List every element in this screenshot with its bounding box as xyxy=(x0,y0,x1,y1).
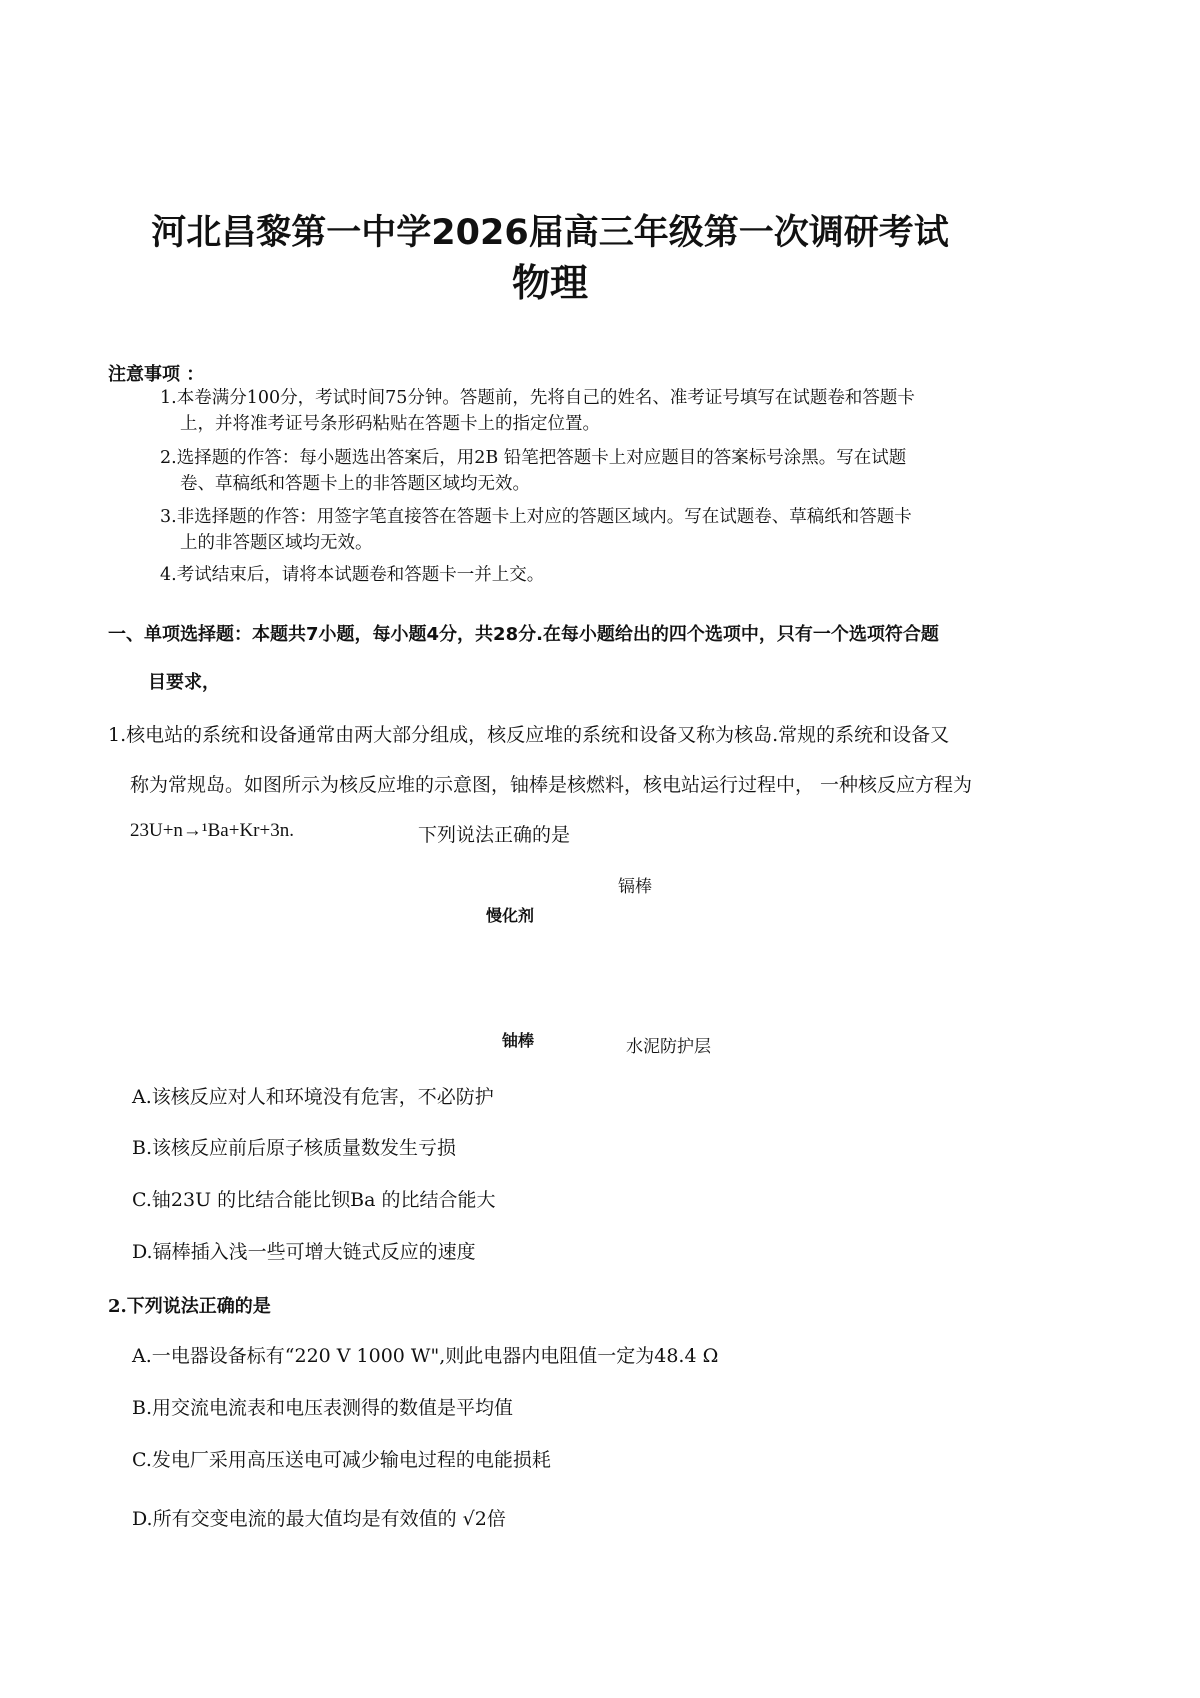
exam-title: 河北昌黎第一中学2026届高三年级第一次调研考试 xyxy=(151,213,949,253)
notice-item-1-line1: 1.本卷满分100分，考试时间75分钟。答题前，先将自己的姓名、准考证号填写在试题卷和答题卡 xyxy=(160,388,915,408)
notice-item-1-line2: 上，并将准考证号条形码粘贴在答题卡上的指定位置。 xyxy=(180,414,600,434)
diagram-label-cadmium-rod: 镉棒 xyxy=(618,877,652,897)
notice-item-2-line1: 2.选择题的作答：每小题选出答案后，用2B 铅笔把答题卡上对应题目的答案标号涂黑。写在试题 xyxy=(160,448,907,468)
notice-item-3-line1: 3.非选择题的作答：用签字笔直接答在答题卡上对应的答题区域内。写在试题卷、草稿纸和答题卡 xyxy=(160,507,912,527)
question-1-line1: 1.核电站的系统和设备通常由两大部分组成，核反应堆的系统和设备又称为核岛.常规的系统和设备又 xyxy=(108,724,950,746)
exam-subject: 物理 xyxy=(511,261,588,305)
question-2-option-b: B.用交流电流表和电压表测得的数值是平均值 xyxy=(132,1397,514,1419)
question-2-option-d: D.所有交变电流的最大值均是有效值的 √2倍 xyxy=(132,1508,506,1530)
question-1-option-d: D.镉棒插入浅一些可增大链式反应的速度 xyxy=(132,1241,476,1263)
question-1-prompt: 下列说法正确的是 xyxy=(418,824,571,846)
question-1-line2: 称为常规岛。如图所示为核反应堆的示意图，铀棒是核燃料，核电站运行过程中， 一种核反应方程为 xyxy=(130,774,973,796)
diagram-label-uranium-rod: 铀棒 xyxy=(502,1031,535,1050)
question-2-option-c: C.发电厂采用高压送电可减少输电过程的电能损耗 xyxy=(132,1449,551,1471)
notice-item-2-line2: 卷、草稿纸和答题卡上的非答题区域均无效。 xyxy=(180,474,530,494)
diagram-label-concrete-shield: 水泥防护层 xyxy=(626,1037,711,1057)
section-1-heading: 一、单项选择题：本题共7小题，每小题4分，共28分.在每小题给出的四个选项中，只有一个选项符合题 xyxy=(108,624,939,645)
question-2-option-a: A.一电器设备标有“220 V 1000 W",则此电器内电阻值一定为48.4 Ω xyxy=(132,1345,719,1367)
notice-item-4-line1: 4.考试结束后，请将本试题卷和答题卡一并上交。 xyxy=(160,565,545,585)
question-1-option-c: C.铀23U 的比结合能比钡Ba 的比结合能大 xyxy=(132,1189,496,1211)
section-1-heading-cont: 目要求， xyxy=(148,672,220,693)
question-1-equation: 23U+n→¹Ba+Kr+3n. xyxy=(130,820,294,841)
diagram-label-moderator: 慢化剂 xyxy=(486,906,535,925)
question-1-option-a: A.该核反应对人和环境没有危害，不必防护 xyxy=(132,1086,494,1108)
notice-item-3-line2: 上的非答题区域均无效。 xyxy=(180,533,373,553)
question-1-option-b: B.该核反应前后原子核质量数发生亏损 xyxy=(132,1137,457,1159)
question-2-stem: 2.下列说法正确的是 xyxy=(108,1296,271,1317)
notice-heading: 注意事项 ： xyxy=(108,364,205,385)
